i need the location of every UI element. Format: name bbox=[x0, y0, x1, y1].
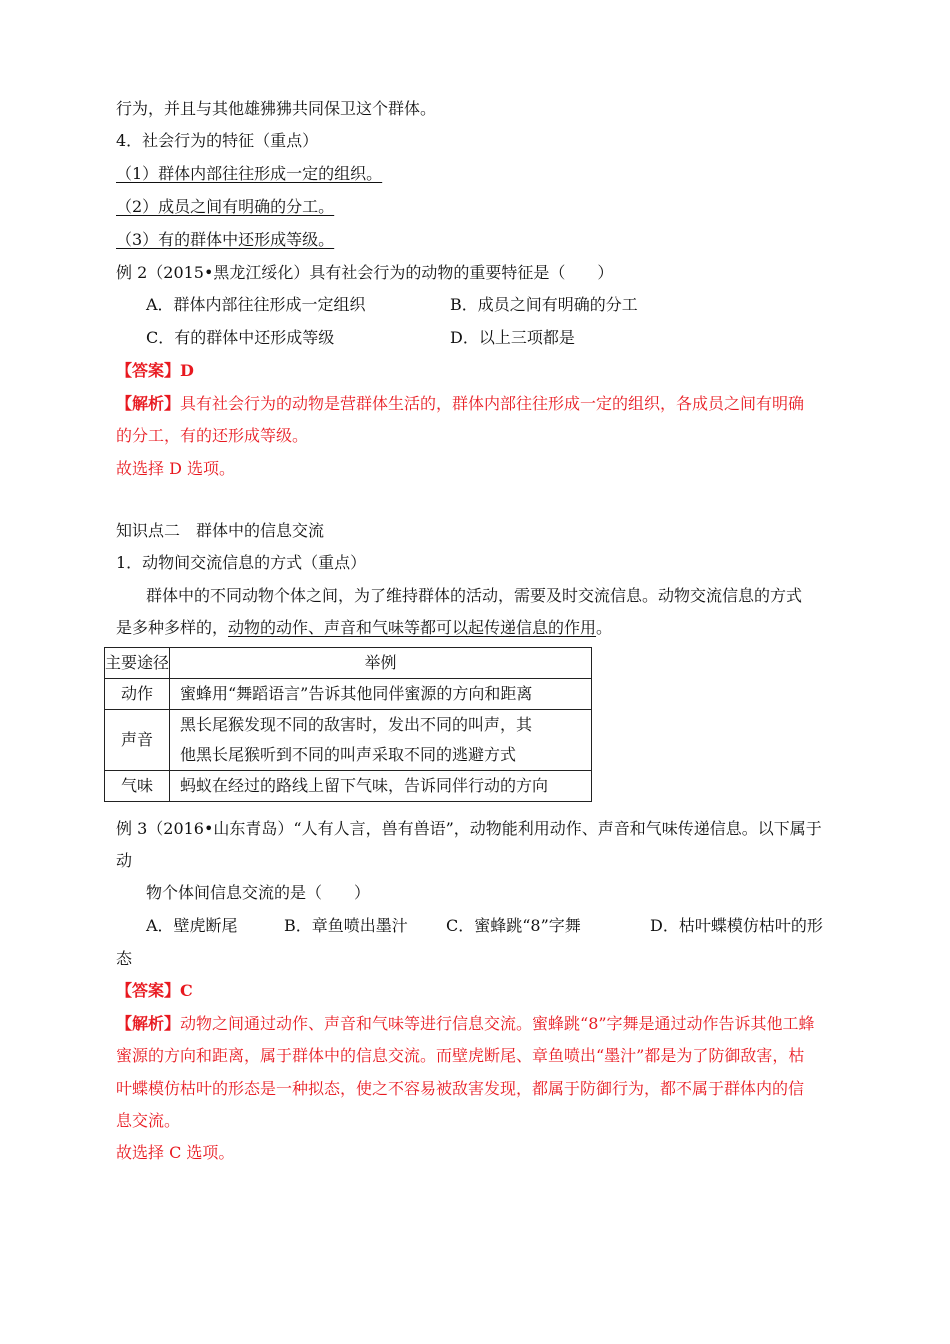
table-cell-example bbox=[170, 710, 592, 771]
paragraph-plain: 是多种多样的， bbox=[116, 618, 229, 637]
table-cell-example bbox=[170, 679, 592, 710]
feature-item-1: （1）群体内部往往形成一定的组织。 bbox=[116, 164, 383, 183]
example-2-analysis-line-1 bbox=[116, 393, 804, 415]
paragraph-continuation: 行为，并且与其他雄狒狒共同保卫这个群体。 bbox=[116, 99, 437, 118]
example-3-question-line-3: 物个体间信息交流的是（ ） bbox=[146, 883, 371, 902]
example-2-question: 例 2（2015•黑龙江绥化）具有社会行为的动物的重要特征是（ ） bbox=[116, 263, 614, 282]
paragraph-end: 。 bbox=[596, 618, 613, 637]
analysis-label: 【解析】 bbox=[116, 1014, 181, 1033]
example-3-analysis-line-1 bbox=[116, 1013, 815, 1035]
analysis-label: 【解析】 bbox=[116, 394, 181, 413]
example-3-option-d: D．枯叶蝶模仿枯叶的形 bbox=[650, 916, 823, 935]
example-2-option-c: C．有的群体中还形成等级 bbox=[146, 328, 335, 347]
info-exchange-table bbox=[104, 647, 592, 802]
feature-item-3: （3）有的群体中还形成等级。 bbox=[116, 230, 335, 249]
knowledge-point-title: 知识点二 群体中的信息交流 bbox=[116, 521, 325, 540]
example-2-option-a: A．群体内部往往形成一定组织 bbox=[146, 295, 366, 314]
example-3-analysis-line-2: 蜜源的方向和距离，属于群体中的信息交流。而壁虎断尾、章鱼喷出“墨汁”都是为了防御敌害，枯 bbox=[116, 1046, 805, 1065]
answer-value: D bbox=[180, 361, 194, 380]
answer-label: 【答案】 bbox=[116, 361, 181, 380]
section-heading-social-behavior: 4．社会行为的特征（重点） bbox=[116, 131, 319, 150]
feature-item-2: （2）成员之间有明确的分工。 bbox=[116, 197, 335, 216]
analysis-text: 动物之间通过动作、声音和气味等进行信息交流。蜜蜂跳“8”字舞是通过动作告诉其他工蜂 bbox=[180, 1014, 815, 1033]
table-header-way: 主要途径 bbox=[105, 648, 170, 679]
example-3-option-c: C．蜜蜂跳“8”字舞 bbox=[446, 916, 581, 935]
example-2-option-b: B．成员之间有明确的分工 bbox=[450, 295, 638, 314]
table-cell-way: 气味 bbox=[105, 771, 170, 802]
table-cell-line: 他黑长尾猴听到不同的叫声采取不同的逃避方式 bbox=[180, 745, 517, 764]
paragraph-line-2 bbox=[116, 617, 612, 639]
example-2-conclusion: 故选择 D 选项。 bbox=[116, 459, 236, 478]
table-cell-line: 黑长尾猴发现不同的敌害时，发出不同的叫声，其 bbox=[180, 715, 533, 734]
example-2-analysis-line-2: 的分工，有的还形成等级。 bbox=[116, 426, 309, 445]
table-row bbox=[105, 679, 592, 710]
table-cell-line: 蜜蜂用“舞蹈语言”告诉其他同伴蜜源的方向和距离 bbox=[180, 684, 533, 703]
table-cell-example bbox=[170, 771, 592, 802]
example-3-option-wrap: 态 bbox=[116, 949, 133, 968]
table-row bbox=[105, 710, 592, 771]
table-row bbox=[105, 771, 592, 802]
paragraph-line-1: 群体中的不同动物个体之间，为了维持群体的活动，需要及时交流信息。动物交流信息的方式 bbox=[146, 586, 803, 605]
example-3-conclusion: 故选择 C 选项。 bbox=[116, 1143, 235, 1162]
example-2-answer bbox=[116, 360, 194, 382]
table-cell-way: 动作 bbox=[105, 679, 170, 710]
example-3-option-b: B．章鱼喷出墨汁 bbox=[284, 916, 408, 935]
table-header-example: 举例 bbox=[170, 648, 592, 679]
table-header-row bbox=[105, 648, 592, 679]
example-2-option-d: D．以上三项都是 bbox=[450, 328, 575, 347]
table-cell-line: 蚂蚁在经过的路线上留下气味，告诉同伴行动的方向 bbox=[180, 776, 549, 795]
paragraph-underlined: 动物的动作、声音和气味等都可以起传递信息的作用 bbox=[228, 618, 597, 637]
section-heading-info-exchange: 1．动物间交流信息的方式（重点） bbox=[116, 553, 367, 572]
example-3-answer bbox=[116, 980, 193, 1002]
example-3-question-line-2: 动 bbox=[116, 851, 133, 870]
analysis-text: 具有社会行为的动物是营群体生活的，群体内部往往形成一定的组织，各成员之间有明确 bbox=[180, 394, 805, 413]
example-3-option-a: A．壁虎断尾 bbox=[146, 916, 238, 935]
example-3-analysis-line-3: 叶蝶模仿枯叶的形态是一种拟态，使之不容易被敌害发现，都属于防御行为，都不属于群体内的信 bbox=[116, 1079, 805, 1098]
answer-value: C bbox=[180, 981, 193, 1000]
example-3-question-line-1: 例 3（2016•山东青岛）“人有人言，兽有兽语”，动物能利用动作、声音和气味传递信息。以下属于 bbox=[116, 819, 822, 838]
answer-label: 【答案】 bbox=[116, 981, 181, 1000]
table-cell-way: 声音 bbox=[105, 710, 170, 771]
example-3-analysis-line-4: 息交流。 bbox=[116, 1111, 181, 1130]
